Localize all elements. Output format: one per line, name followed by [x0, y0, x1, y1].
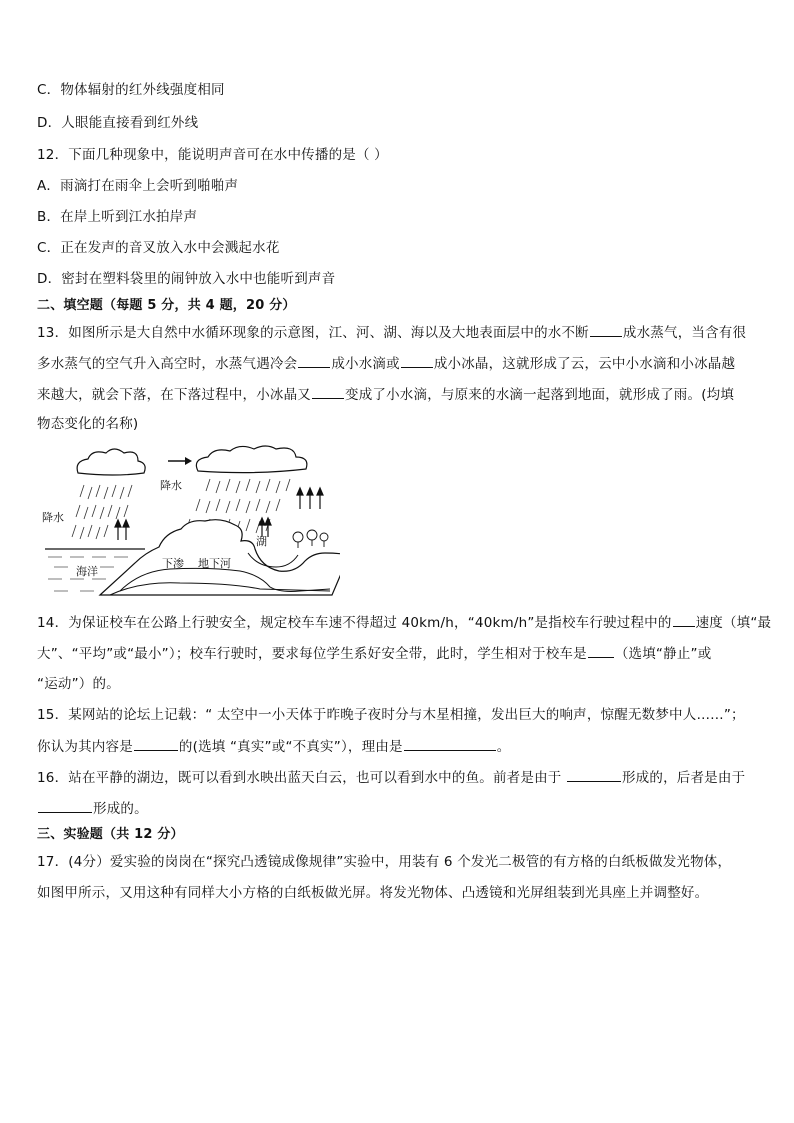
q13-text: 13．如图所示是大自然中水循环现象的示意图，江、河、湖、海以及大地表面层中的水不断 [37, 325, 589, 341]
answer-blank[interactable] [134, 736, 178, 751]
label-underground-river: 地下河 [198, 557, 231, 570]
q13-text: 成小冰晶，这就形成了云，云中小水滴和小冰晶越 [433, 356, 736, 372]
label-rain-left: 降水 [42, 511, 64, 524]
q14-line1 [37, 612, 771, 633]
q11-option-d: D．人眼能直接看到红外线 [37, 115, 199, 131]
q14-text: 14．为保证校车在公路上行驶安全，规定校车车速不得超过 40km/h，“40km/h”是指校车行驶过程中的 [37, 615, 672, 631]
answer-blank[interactable] [590, 322, 622, 337]
q12-option-b: B．在岸上听到江水拍岸声 [37, 209, 198, 225]
q11-option-c: C．物体辐射的红外线强度相同 [37, 82, 225, 98]
q16-text: 16．站在平静的湖边，既可以看到水映出蓝天白云，也可以看到水中的鱼。前者是由于 [37, 770, 566, 786]
q15-text: 的(选填 “真实”或“不真实”），理由是 [178, 739, 403, 755]
q13-line3 [37, 384, 734, 405]
q12-option-a: A．雨滴打在雨伞上会听到啪啪声 [37, 178, 239, 194]
section3-title: 三、实验题（共 12 分） [37, 827, 184, 842]
answer-blank[interactable] [567, 767, 621, 782]
q13-line1 [37, 322, 746, 343]
q13-text: 多水蒸气的空气升入高空时，水蒸气遇冷会 [37, 356, 298, 372]
cloud-left [77, 449, 145, 475]
q17-line1: 17．(4分）爱实验的岗岗在“探究凸透镜成像规律”实验中，用装有 6 个发光二极管的有方格的白纸板做发光物体， [37, 854, 732, 870]
q13-text: 成小水滴或 [331, 356, 400, 372]
answer-blank[interactable] [298, 353, 330, 368]
q16-line2 [37, 798, 148, 819]
trees [293, 530, 328, 548]
q15-text: 你认为其内容是 [37, 739, 133, 755]
label-rain-top: 降水 [160, 479, 182, 492]
q14-line2 [37, 643, 711, 664]
label-lake: 湖 [256, 535, 267, 548]
q13-line2 [37, 353, 735, 374]
q14-text: 大”、“平均”或“最小”）；校车行驶时，要求每位学生系好安全带，此时，学生相对于校车是 [37, 646, 587, 662]
q15-line2 [37, 736, 510, 757]
q16-text: 形成的，后者是由于 [621, 770, 746, 786]
q14-text: （选填“静止”或 [614, 646, 712, 662]
q14-line3: “运动”）的。 [37, 676, 120, 692]
water-cycle-diagram [40, 445, 340, 605]
q12-stem: 12．下面几种现象中，能说明声音可在水中传播的是（ ） [37, 147, 388, 163]
q16-text: 形成的。 [93, 801, 148, 817]
q13-text: 成水蒸气，当含有很 [622, 325, 747, 341]
answer-blank[interactable] [312, 384, 344, 399]
q14-text: 速度（填“最 [695, 615, 772, 631]
rain-left [72, 485, 132, 539]
cloud-top [196, 446, 307, 473]
q15-line1: 15．某网站的论坛上记载：“ 太空中一小天体于昨晚子夜时分与木星相撞，发出巨大的响声，惊醒无数梦中人……”； [37, 707, 745, 723]
q16-line1 [37, 767, 745, 788]
label-seep: 下渗 [162, 557, 184, 570]
section2-title: 二、填空题（每题 5 分，共 4 题，20 分） [37, 298, 296, 313]
water-cycle-figure [40, 445, 340, 605]
answer-blank[interactable] [401, 353, 433, 368]
q15-text: 。 [496, 739, 511, 755]
answer-blank[interactable] [404, 736, 496, 751]
q12-option-c: C．正在发声的音叉放入水中会溅起水花 [37, 240, 280, 256]
q13-text: 来越大，就会下落，在下落过程中，小冰晶又 [37, 387, 311, 403]
answer-blank[interactable] [673, 612, 695, 627]
label-ocean: 海洋 [76, 565, 98, 578]
q13-line4: 物态变化的名称) [37, 416, 139, 432]
q12-option-d: D．密封在塑料袋里的闹钟放入水中也能听到声音 [37, 271, 336, 287]
answer-blank[interactable] [38, 798, 92, 813]
q13-text: 变成了小水滴，与原来的水滴一起落到地面，就形成了雨。(均填 [345, 387, 735, 403]
answer-blank[interactable] [588, 643, 614, 658]
q17-line2: 如图甲所示，又用这种有同样大小方格的白纸板做光屏。将发光物体、凸透镜和光屏组装到光具座上并调整好。 [37, 885, 709, 901]
